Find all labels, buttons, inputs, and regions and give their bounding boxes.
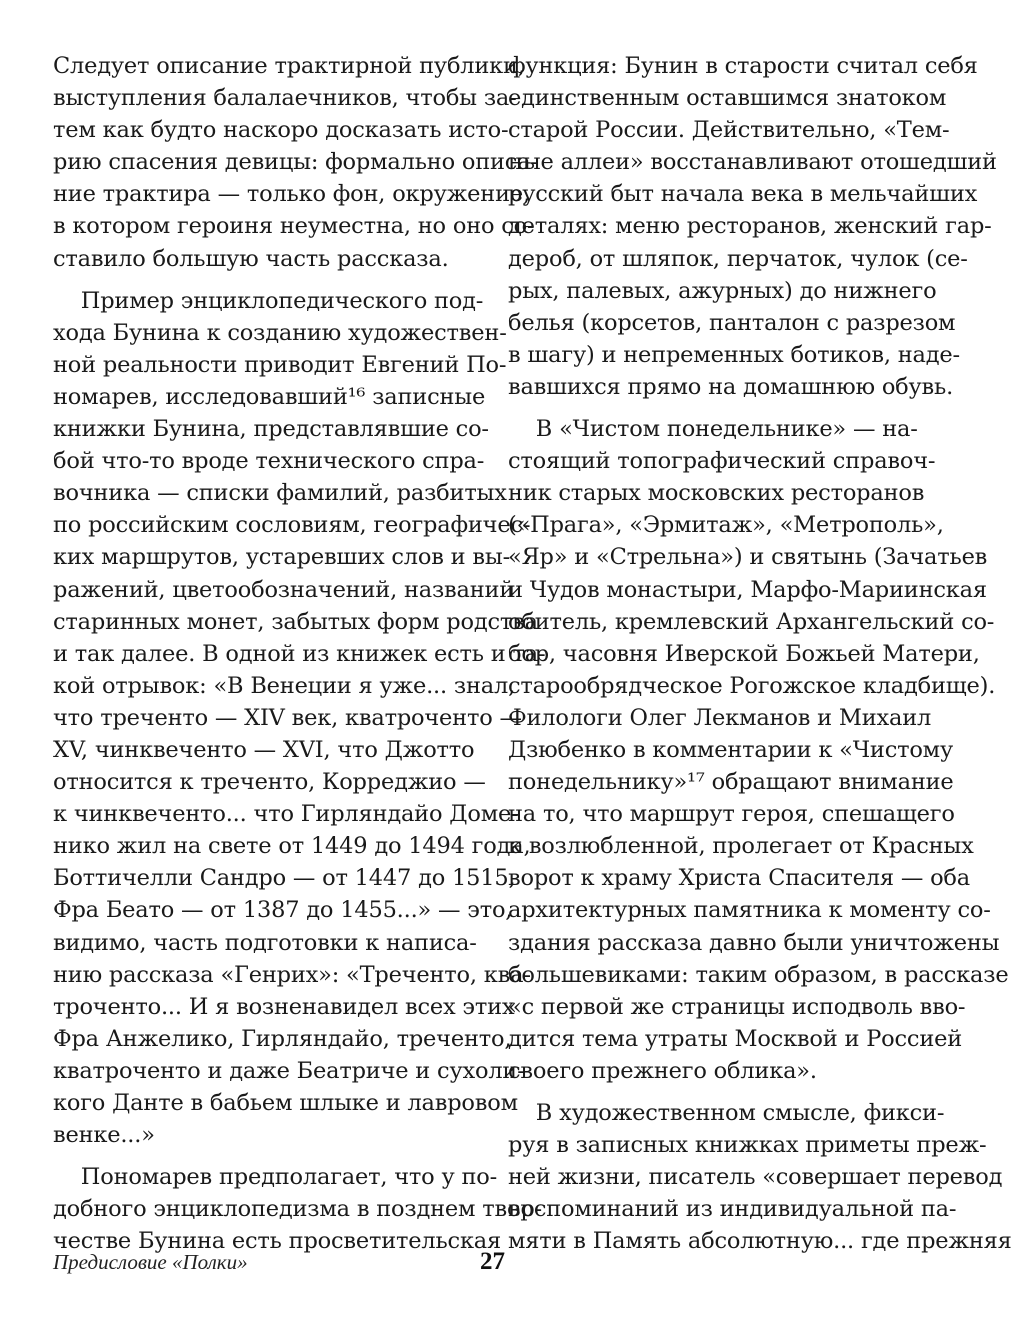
right-column <box>508 50 1012 1257</box>
text-line: в котором героиня неуместна, но оно со- <box>53 213 535 240</box>
text-line: руя в записных книжках приметы преж- <box>508 1132 987 1159</box>
text-line: и так далее. В одной из книжек есть и та- <box>53 640 546 667</box>
text-line: добного энциклопедизма в позднем твор- <box>53 1196 542 1223</box>
paragraph-gap <box>508 403 950 413</box>
text-line: к чинквеченто... что Гирляндайо Доме- <box>53 801 519 828</box>
text-line: кой отрывок: «В Венеции я уже... знал, <box>53 672 516 699</box>
text-line: ких маршрутов, устаревших слов и вы- <box>53 544 510 571</box>
left-column <box>53 50 546 1257</box>
text-line: старой России. Действительно, «Тем- <box>508 117 950 144</box>
text-line: Следует описание трактирной публики, <box>53 53 525 79</box>
text-line: ной реальности приводит Евгений По- <box>53 351 507 378</box>
text-line: большевиками: таким образом, в рассказе <box>508 961 1009 988</box>
text-line: старообрядческое Рогожское кладбище). <box>508 672 996 699</box>
text-line: тем как будто наскоро досказать исто- <box>53 117 509 144</box>
text-line: архитектурных памятника к моменту со- <box>508 897 991 924</box>
text-line: и Чудов монастыри, Марфо-Мариинская <box>508 576 987 603</box>
text-line: номарев, исследовавший¹⁶ записные <box>53 383 486 410</box>
text-line: русский быт начала века в мельчайших <box>508 181 978 208</box>
text-line: к возлюбленной, пролегает от Красных <box>508 833 974 860</box>
text-line: ставило большую часть рассказа. <box>53 245 449 272</box>
text-line: единственным оставшимся знатоком <box>508 85 947 112</box>
text-line: дероб, от шляпок, перчаток, чулок (се- <box>508 245 968 272</box>
text-line: Фра Беато — от 1387 до 1455...» — это, <box>53 897 513 924</box>
text-line: понедельнику»¹⁷ обращают внимание <box>508 769 954 796</box>
text-line: хода Бунина к созданию художествен- <box>53 319 507 346</box>
text-line: XV, чинквеченто — XVI, что Джотто <box>53 736 475 763</box>
paragraph <box>508 50 997 403</box>
paragraph <box>53 285 546 1152</box>
text-line: ней жизни, писатель «совершает перевод <box>508 1164 1003 1191</box>
text-line: Филологи Олег Лекманов и Михаил <box>508 704 932 731</box>
paragraph-gap <box>53 1151 495 1161</box>
text-line: нико жил на свете от 1449 до 1494 года, <box>53 833 531 860</box>
paragraph <box>508 413 1009 1087</box>
text-line: мяти в Память абсолютную... где прежняя <box>508 1228 1012 1255</box>
text-line: венке...» <box>53 1122 155 1149</box>
text-line: по российским сословиям, географичес- <box>53 512 531 539</box>
text-line: кватроченто и даже Беатриче и сухоли- <box>53 1057 525 1084</box>
text-line: своего прежнего облика». <box>508 1057 817 1084</box>
text-line: ние трактира — только фон, окружение, <box>53 181 530 208</box>
text-line: «Яр» и «Стрельна») и святынь (Зачатьев <box>508 544 988 571</box>
text-line: честве Бунина есть просветительская <box>53 1228 502 1255</box>
text-line: Пономарев предполагает, что у по- <box>53 1164 498 1191</box>
text-line: Фра Анжелико, Гирляндайо, треченто, <box>53 1025 512 1052</box>
text-line: нию рассказа «Генрих»: «Треченто, ква- <box>53 961 531 988</box>
paragraph-gap <box>508 1087 950 1097</box>
text-line: кого Данте в бабьем шлыке и лавровом <box>53 1090 518 1116</box>
text-line: выступления балалаечников, чтобы за- <box>53 85 517 112</box>
text-line: рых, палевых, ажурных) до нижнего <box>508 277 937 304</box>
running-footer-title: Предисловие «Полки» <box>53 1250 248 1274</box>
text-line: видимо, часть подготовки к написа- <box>53 929 477 956</box>
text-line: дится тема утраты Москвой и Россией <box>508 1025 963 1052</box>
paragraph <box>508 1097 1012 1257</box>
text-line: Пример энциклопедического под- <box>53 287 484 314</box>
text-line: в шагу) и непременных ботиков, наде- <box>508 341 960 368</box>
text-line: ворот к храму Христа Спасителя — оба <box>508 865 970 892</box>
text-line: книжки Бунина, представлявшие со- <box>53 416 489 443</box>
text-line: В художественном смысле, фикси- <box>508 1100 945 1126</box>
text-line: вочника — списки фамилий, разбитых <box>53 480 507 507</box>
paragraph-gap <box>53 275 495 285</box>
page-number: 27 <box>480 1248 505 1275</box>
text-line: старинных монет, забытых форм родства <box>53 608 538 635</box>
text-line: ражений, цветообозначений, названий <box>53 576 515 603</box>
text-line: бой что-то вроде технического спра- <box>53 448 485 475</box>
text-line: ные аллеи» восстанавливают отошедший <box>508 149 997 176</box>
text-line: относится к треченто, Корреджио — <box>53 769 486 796</box>
text-line: ник старых московских ресторанов <box>508 480 925 507</box>
text-line: на то, что маршрут героя, спешащего <box>508 801 955 828</box>
text-line: вавшихся прямо на домашнюю обувь. <box>508 373 954 400</box>
text-line: что треченто — XIV век, кватроченто — <box>53 704 522 731</box>
text-line: рию спасения девицы: формально описа- <box>53 149 538 176</box>
text-line: деталях: меню ресторанов, женский гар- <box>508 213 992 240</box>
text-line: троченто... И я возненавидел всех этих <box>53 993 515 1020</box>
text-line: бор, часовня Иверской Божьей Матери, <box>508 640 980 667</box>
text-line: здания рассказа давно были уничтожены <box>508 929 1000 956</box>
text-line: Дзюбенко в комментарии к «Чистому <box>508 736 954 763</box>
paragraph <box>53 1161 542 1257</box>
text-line: («Прага», «Эрмитаж», «Метрополь», <box>508 512 944 539</box>
text-line: обитель, кремлевский Архангельский со- <box>508 608 995 635</box>
text-line: белья (корсетов, панталон с разрезом <box>508 309 956 336</box>
paragraph <box>53 50 538 275</box>
text-line: В «Чистом понедельнике» — на- <box>508 416 918 443</box>
text-line: воспоминаний из индивидуальной па- <box>508 1196 957 1223</box>
text-line: стоящий топографический справоч- <box>508 448 936 475</box>
text-line: «с первой же страницы исподволь вво- <box>508 993 966 1020</box>
text-line: функция: Бунин в старости считал себя <box>508 53 978 79</box>
text-line: Боттичелли Сандро — от 1447 до 1515, <box>53 865 516 892</box>
